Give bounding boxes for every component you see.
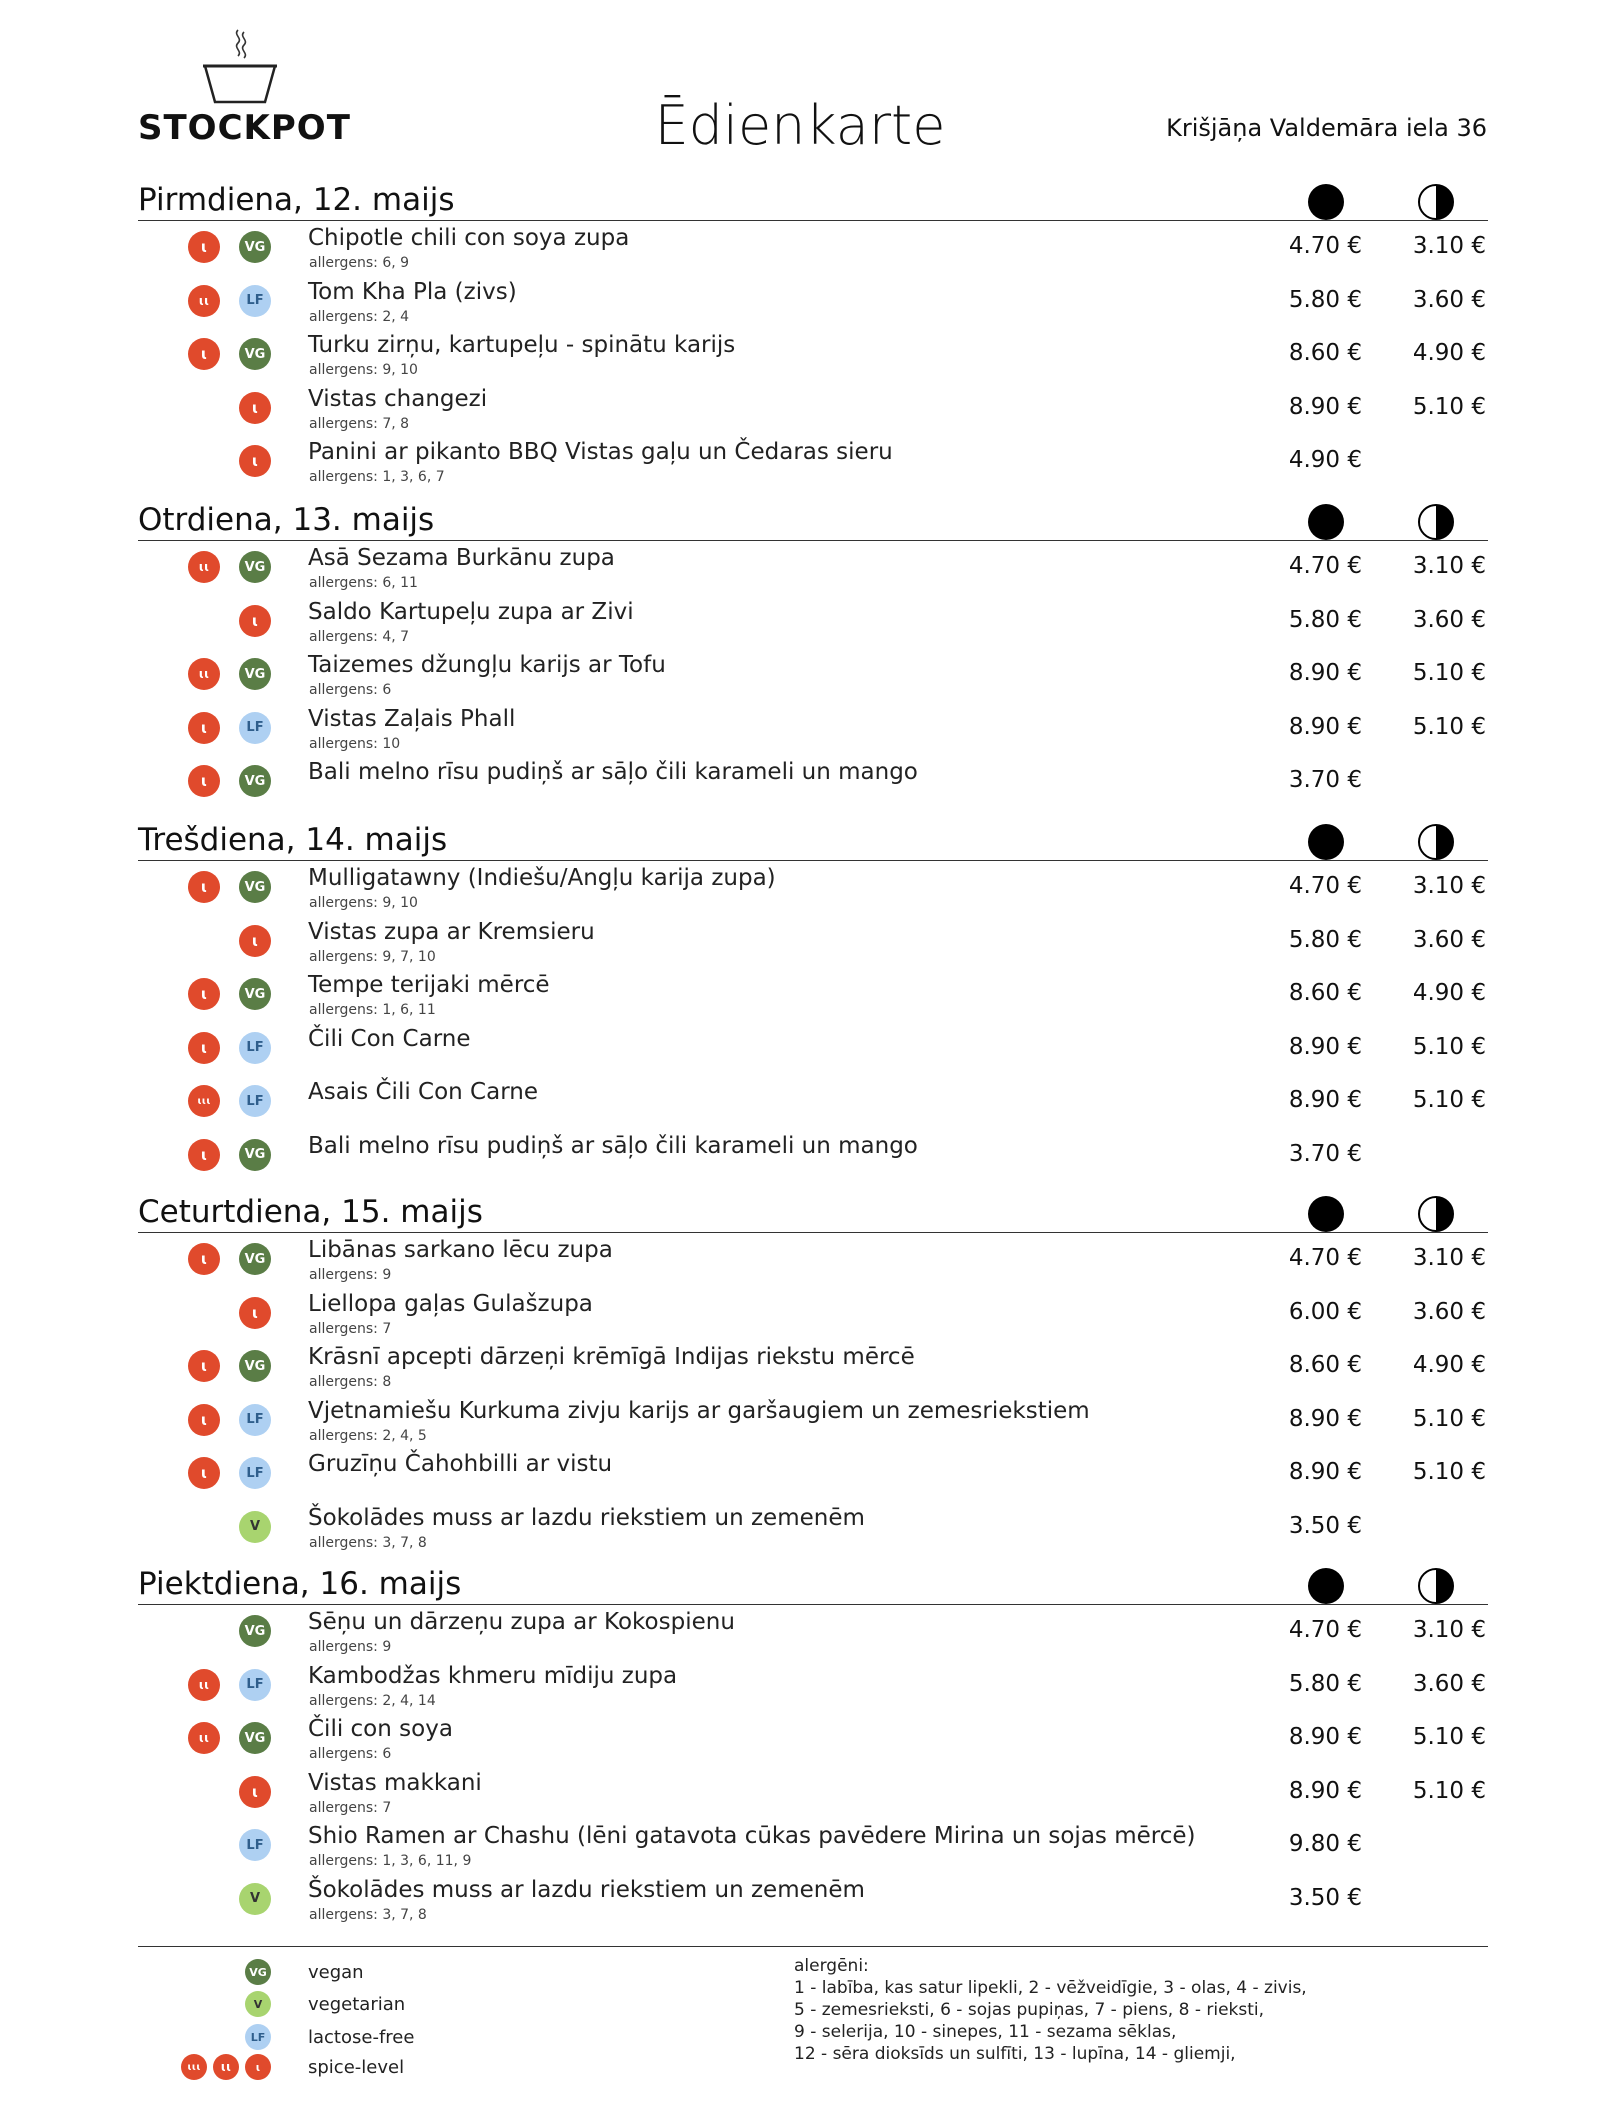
vegan-icon: VG: [239, 1615, 271, 1647]
legend-spice-label: spice-level: [308, 2057, 405, 2078]
dish-name: Saldo Kartupeļu zupa ar Zivi: [308, 598, 634, 625]
price-full: 3.50 €: [1288, 1512, 1362, 1539]
full-portion-icon: [1308, 184, 1344, 220]
dish-allergens: allergens: 1, 6, 11: [309, 1002, 436, 1018]
price-full: 8.90 €: [1288, 1777, 1362, 1804]
half-portion-icon: [1418, 184, 1454, 220]
price-full: 9.80 €: [1288, 1831, 1362, 1857]
dish-name: Asā Sezama Burkānu zupa: [308, 545, 615, 571]
chili-1-icon: ɩ: [188, 338, 220, 370]
dish-name: Čili con soya: [308, 1716, 453, 1742]
price-half: 4.90 €: [1412, 980, 1486, 1006]
dish-name: Taizemes džungļu karijs ar Tofu: [308, 652, 666, 678]
vegan-icon: VG: [239, 871, 271, 903]
dish-allergens: allergens: 1, 3, 6, 7: [309, 469, 445, 485]
dish-name: Bali melno rīsu pudiņš ar sāļo čili karameli un mango: [308, 759, 918, 785]
day-title: Trešdiena, 14. maijs: [138, 822, 448, 858]
dish-name: Mulligatawny (Indiešu/Angļu karija zupa): [308, 865, 776, 891]
menu-item: [138, 1659, 1488, 1713]
chili-1-icon: ɩ: [188, 978, 220, 1010]
brand-name: STOCKPOT: [138, 108, 351, 148]
menu-item: [138, 435, 1488, 489]
menu-item: [138, 1766, 1488, 1820]
full-portion-icon: [1308, 1196, 1344, 1232]
price-half: 5.10 €: [1412, 660, 1486, 686]
menu-item: [138, 1129, 1488, 1183]
chili-1-icon: ɩ: [188, 231, 220, 263]
chili-1-icon: ɩ: [239, 925, 271, 957]
price-full: 8.90 €: [1288, 1724, 1362, 1750]
menu-item: [138, 1022, 1488, 1076]
day-header: [138, 816, 1488, 861]
menu-item: [138, 275, 1488, 329]
dish-name: Asais Čili Con Carne: [308, 1079, 538, 1105]
dish-allergens: allergens: 9: [309, 1639, 392, 1655]
menu-item: [138, 1712, 1488, 1766]
dish-allergens: allergens: 7: [309, 1320, 392, 1337]
full-portion-icon: [1308, 1568, 1344, 1604]
price-full: 4.70 €: [1288, 1245, 1362, 1271]
price-half: 5.10 €: [1412, 1405, 1486, 1432]
menu-item: [138, 1233, 1488, 1287]
dish-name: Shio Ramen ar Chashu (lēni gatavota cūkas pavēdere Mirina un sojas mērcē): [308, 1823, 1196, 1849]
price-half: 5.10 €: [1412, 1033, 1486, 1060]
price-full: 3.70 €: [1288, 1140, 1362, 1167]
menu-item: [138, 595, 1488, 649]
dish-allergens: allergens: 9, 7, 10: [309, 948, 436, 965]
vegan-icon: VG: [239, 1350, 271, 1382]
vegan-icon: VG: [245, 1959, 271, 1985]
price-full: 6.00 €: [1288, 1298, 1362, 1325]
dish-name: Liellopa gaļas Gulašzupa: [308, 1290, 593, 1317]
dish-allergens: allergens: 7: [309, 1799, 392, 1816]
dish-name: Sēņu un dārzeņu zupa ar Kokospienu: [308, 1609, 735, 1635]
dish-allergens: allergens: 9, 10: [309, 895, 418, 911]
chili-2-icon: ɩɩ: [213, 2054, 239, 2080]
menu-item: [138, 1394, 1488, 1448]
dish-name: Šokolādes muss ar lazdu riekstiem un zemenēm: [308, 1504, 865, 1531]
dish-name: Vistas zupa ar Kremsieru: [308, 918, 595, 945]
price-full: 8.90 €: [1288, 1033, 1362, 1060]
chili-1-icon: ɩ: [188, 765, 220, 797]
price-half: 4.90 €: [1412, 1352, 1486, 1378]
day-section: [138, 176, 1488, 489]
dish-allergens: allergens: 6: [309, 682, 392, 698]
price-half: 3.60 €: [1412, 926, 1486, 953]
price-full: 5.80 €: [1288, 606, 1362, 633]
dish-name: Kambodžas khmeru mīdiju zupa: [308, 1662, 678, 1689]
dish-name: Čili Con Carne: [308, 1025, 471, 1052]
lactose-free-icon: LF: [239, 1669, 271, 1701]
menu-item: [138, 1873, 1488, 1927]
dish-name: Bali melno rīsu pudiņš ar sāļo čili karameli un mango: [308, 1132, 918, 1159]
price-full: 3.50 €: [1288, 1884, 1362, 1911]
vegan-icon: VG: [239, 1722, 271, 1754]
menu-item: [138, 1819, 1488, 1873]
lactose-free-icon: LF: [239, 1032, 271, 1064]
dish-allergens: allergens: 3, 7, 8: [309, 1906, 427, 1923]
chili-1-icon: ɩ: [245, 2054, 271, 2080]
dish-name: Panini ar pikanto BBQ Vistas gaļu un Čedaras sieru: [308, 439, 893, 465]
price-half: 3.10 €: [1412, 553, 1486, 579]
day-title: Piektdiena, 16. maijs: [138, 1566, 462, 1602]
vegan-icon: VG: [239, 978, 271, 1010]
menu-item: [138, 1075, 1488, 1129]
price-full: 8.90 €: [1288, 660, 1362, 686]
dish-name: Turku zirņu, kartupeļu - spinātu karijs: [308, 332, 736, 358]
dish-name: Libānas sarkano lēcu zupa: [308, 1237, 613, 1263]
page-title: Ēdienkarte: [654, 94, 946, 157]
menu-item: [138, 221, 1488, 275]
menu-item: [138, 1287, 1488, 1341]
menu-item: [138, 1501, 1488, 1555]
vegan-icon: VG: [239, 338, 271, 370]
chili-1-icon: ɩ: [188, 1243, 220, 1275]
day-title: Otrdiena, 13. maijs: [138, 502, 435, 538]
menu-item: [138, 382, 1488, 436]
price-full: 4.70 €: [1288, 873, 1362, 899]
dish-name: Vistas changezi: [308, 385, 488, 412]
allergen-key-line: 9 - selerija, 10 - sinepes, 11 - sezama sēklas,: [794, 2022, 1177, 2042]
vegan-icon: VG: [239, 1243, 271, 1275]
menu-item: [138, 328, 1488, 382]
chili-1-icon: ɩ: [239, 445, 271, 477]
menu-item: [138, 915, 1488, 969]
price-half: 5.10 €: [1412, 1777, 1486, 1804]
price-full: 8.60 €: [1288, 340, 1362, 366]
day-header: [138, 176, 1488, 221]
dish-name: Krāsnī apcepti dārzeņi krēmīgā Indijas riekstu mērcē: [308, 1344, 915, 1370]
price-half: 5.10 €: [1412, 393, 1486, 420]
legend-spice: [138, 2054, 538, 2084]
price-full: 4.90 €: [1288, 447, 1362, 473]
day-header: [138, 1560, 1488, 1605]
price-full: 8.60 €: [1288, 1352, 1362, 1378]
chili-1-icon: ɩ: [239, 1776, 271, 1808]
chili-1-icon: ɩ: [188, 712, 220, 744]
menu-item: [138, 702, 1488, 756]
dish-allergens: allergens: 6, 9: [309, 255, 410, 271]
vegan-icon: VG: [239, 658, 271, 690]
price-full: 8.90 €: [1288, 713, 1362, 740]
lactose-free-icon: LF: [245, 2024, 271, 2050]
chili-1-icon: ɩ: [239, 605, 271, 637]
price-full: 3.70 €: [1288, 767, 1362, 793]
lactose-free-icon: LF: [239, 1085, 271, 1117]
chili-1-icon: ɩ: [188, 1404, 220, 1436]
price-half: 4.90 €: [1412, 340, 1486, 366]
price-full: 8.60 €: [1288, 980, 1362, 1006]
vegan-icon: VG: [239, 231, 271, 263]
dish-name: Šokolādes muss ar lazdu riekstiem un zemenēm: [308, 1876, 865, 1903]
chili-1-icon: ɩ: [239, 392, 271, 424]
lactose-free-icon: LF: [239, 1829, 271, 1861]
price-half: 3.10 €: [1412, 233, 1486, 259]
dish-allergens: allergens: 2, 4: [309, 308, 410, 325]
allergen-key-title: alergēni:: [794, 1956, 869, 1976]
chili-1-icon: ɩ: [188, 1350, 220, 1382]
allergen-key-line: 12 - sēra dioksīds un sulfīti, 13 - lupīna, 14 - gliemji,: [794, 2044, 1236, 2064]
day-header: [138, 1188, 1488, 1233]
chili-2-icon: ɩɩ: [188, 285, 220, 317]
chili-2-icon: ɩɩ: [188, 1669, 220, 1701]
dish-name: Gruzīņu Čahohbilli ar vistu: [308, 1451, 613, 1477]
price-full: 4.70 €: [1288, 233, 1362, 259]
dish-name: Tempe terijaki mērcē: [308, 972, 550, 998]
chili-1-icon: ɩ: [188, 871, 220, 903]
dish-allergens: allergens: 10: [309, 735, 401, 752]
price-half: 3.10 €: [1412, 1617, 1486, 1643]
stockpot-icon: [202, 24, 278, 104]
legend-vegetarian-label: vegetarian: [308, 1994, 406, 2015]
dish-allergens: allergens: 7, 8: [309, 415, 410, 432]
legend-footer: [138, 1946, 1488, 2097]
lactose-free-icon: LF: [239, 285, 271, 317]
chili-2-icon: ɩɩ: [188, 658, 220, 690]
chili-2-icon: ɩɩ: [188, 1722, 220, 1754]
chili-1-icon: ɩ: [188, 1032, 220, 1064]
half-portion-icon: [1418, 1568, 1454, 1604]
full-portion-icon: [1308, 504, 1344, 540]
dish-allergens: allergens: 8: [309, 1374, 392, 1390]
menu-item: [138, 1605, 1488, 1659]
menu-item: [138, 541, 1488, 595]
chili-1-icon: ɩ: [239, 1297, 271, 1329]
dish-name: Chipotle chili con soya zupa: [308, 225, 630, 251]
price-half: 3.60 €: [1412, 606, 1486, 633]
half-portion-icon: [1418, 824, 1454, 860]
price-full: 8.90 €: [1288, 1087, 1362, 1113]
vegetarian-icon: V: [239, 1883, 271, 1915]
price-half: 5.10 €: [1412, 1724, 1486, 1750]
vegetarian-icon: V: [239, 1511, 271, 1543]
day-header: [138, 496, 1488, 541]
dish-name: Vjetnamiešu Kurkuma zivju karijs ar garšaugiem un zemesriekstiem: [308, 1397, 1090, 1424]
half-portion-icon: [1418, 1196, 1454, 1232]
address: Krišjāņa Valdemāra iela 36: [1166, 114, 1487, 142]
menu-item: [138, 1447, 1488, 1501]
dish-allergens: allergens: 3, 7, 8: [309, 1534, 427, 1551]
menu-item: [138, 861, 1488, 915]
dish-name: Vistas Zaļais Phall: [308, 705, 516, 732]
price-half: 5.10 €: [1412, 1087, 1486, 1113]
chili-1-icon: ɩ: [188, 1457, 220, 1489]
price-half: 3.10 €: [1412, 1245, 1486, 1271]
vegan-icon: VG: [239, 765, 271, 797]
dish-allergens: allergens: 2, 4, 5: [309, 1427, 427, 1444]
day-title: Ceturtdiena, 15. maijs: [138, 1194, 483, 1230]
dish-allergens: allergens: 6: [309, 1746, 392, 1762]
day-section: [138, 496, 1488, 809]
legend-vegan-label: vegan: [308, 1962, 364, 1983]
price-half: 3.60 €: [1412, 1298, 1486, 1325]
vegan-icon: VG: [239, 1139, 271, 1171]
day-section: [138, 1560, 1488, 1926]
chili-2-icon: ɩɩ: [188, 551, 220, 583]
lactose-free-icon: LF: [239, 1457, 271, 1489]
day-title: Pirmdiena, 12. maijs: [138, 182, 455, 218]
legend-vegan: [138, 1959, 538, 1989]
price-full: 8.90 €: [1288, 1405, 1362, 1432]
dish-allergens: allergens: 4, 7: [309, 628, 410, 645]
chili-3-icon: ɩɩɩ: [188, 1085, 220, 1117]
half-portion-icon: [1418, 504, 1454, 540]
day-section: [138, 816, 1488, 1182]
chili-1-icon: ɩ: [188, 1139, 220, 1171]
price-full: 8.90 €: [1288, 393, 1362, 420]
vegan-icon: VG: [239, 551, 271, 583]
price-half: 3.60 €: [1412, 286, 1486, 313]
legend-lactose-free: [138, 2024, 538, 2054]
price-full: 5.80 €: [1288, 286, 1362, 313]
dish-name: Vistas makkani: [308, 1769, 482, 1796]
dish-allergens: allergens: 9, 10: [309, 362, 418, 378]
price-half: 3.60 €: [1412, 1670, 1486, 1697]
full-portion-icon: [1308, 824, 1344, 860]
menu-item: [138, 648, 1488, 702]
legend-vegetarian: [138, 1991, 538, 2021]
dish-allergens: allergens: 6, 11: [309, 575, 418, 591]
menu-item: [138, 755, 1488, 809]
price-full: 8.90 €: [1288, 1459, 1362, 1485]
price-full: 5.80 €: [1288, 1670, 1362, 1697]
menu-item: [138, 1340, 1488, 1394]
dish-name: Tom Kha Pla (zivs): [308, 278, 517, 305]
chili-3-icon: ɩɩɩ: [181, 2054, 207, 2080]
price-full: 4.70 €: [1288, 553, 1362, 579]
price-full: 5.80 €: [1288, 926, 1362, 953]
allergen-key-line: 1 - labība, kas satur lipekli, 2 - vēžveidīgie, 3 - olas, 4 - zivis,: [794, 1978, 1307, 1998]
dish-allergens: allergens: 2, 4, 14: [309, 1692, 436, 1709]
price-full: 4.70 €: [1288, 1617, 1362, 1643]
day-section: [138, 1188, 1488, 1554]
dish-allergens: allergens: 9: [309, 1267, 392, 1283]
allergen-key-line: 5 - zemesrieksti, 6 - sojas pupiņas, 7 - piens, 8 - rieksti,: [794, 2000, 1265, 2020]
dish-allergens: allergens: 1, 3, 6, 11, 9: [309, 1853, 472, 1869]
lactose-free-icon: LF: [239, 712, 271, 744]
vegetarian-icon: V: [245, 1991, 271, 2017]
allergen-key: [794, 1955, 1307, 2065]
price-half: 5.10 €: [1412, 713, 1486, 740]
menu-item: [138, 968, 1488, 1022]
legend-lactose-free-label: lactose-free: [308, 2027, 415, 2048]
lactose-free-icon: LF: [239, 1404, 271, 1436]
price-half: 5.10 €: [1412, 1459, 1486, 1485]
price-half: 3.10 €: [1412, 873, 1486, 899]
